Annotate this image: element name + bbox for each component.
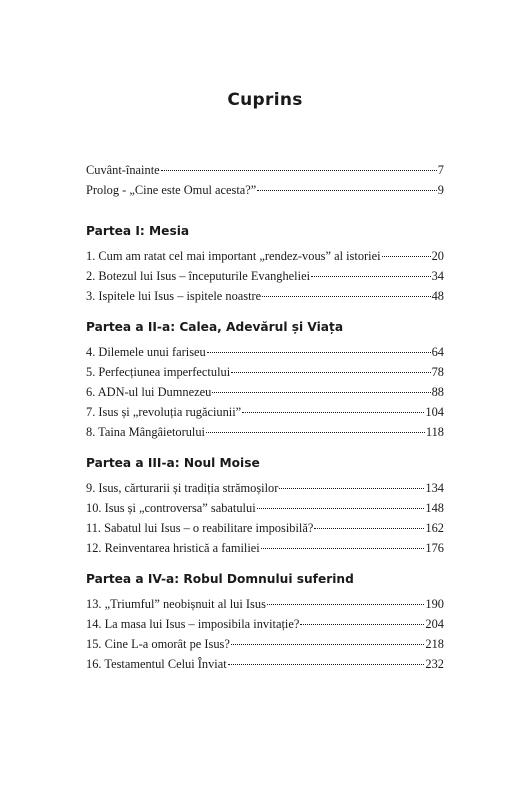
toc-entry[interactable]	[86, 614, 444, 634]
toc-entry-text: 13. „Triumful” neobișnuit al lui Isus	[86, 597, 266, 611]
toc-entry-page: 20	[431, 249, 444, 263]
dot-leader	[242, 412, 424, 413]
toc-entry-text: 14. La masa lui Isus – imposibila invitație?	[86, 617, 300, 631]
dot-leader	[311, 276, 431, 277]
dot-leader	[300, 624, 424, 625]
toc-entry-text: 7. Isus și „revoluția rugăciunii”	[86, 405, 242, 419]
dot-leader	[228, 664, 425, 665]
toc-entry-page: 7	[437, 163, 444, 177]
toc-entry-page: 78	[431, 365, 444, 379]
dot-leader	[257, 190, 436, 191]
toc-entry-page: 218	[425, 637, 444, 651]
toc-entry-text: 8. Taina Mângâietorului	[86, 425, 205, 439]
table-of-contents	[86, 160, 444, 674]
toc-entry[interactable]	[86, 342, 444, 362]
toc-entry[interactable]	[86, 382, 444, 402]
toc-entry-page: 134	[425, 481, 444, 495]
toc-entry-page: 148	[425, 501, 444, 515]
dot-leader	[257, 508, 425, 509]
toc-section	[86, 220, 444, 306]
toc-entry-text: 6. ADN-ul lui Dumnezeu	[86, 385, 212, 399]
toc-entry[interactable]	[86, 498, 444, 518]
toc-entry-text: 5. Perfecțiunea imperfectului	[86, 365, 231, 379]
toc-entry-page: 88	[431, 385, 444, 399]
toc-entry-page: 9	[437, 183, 444, 197]
toc-entry[interactable]	[86, 266, 444, 286]
section-title: Partea a III-a: Noul Moise	[86, 456, 260, 470]
section-title: Partea a IV-a: Robul Domnului suferind	[86, 572, 354, 586]
toc-entry[interactable]	[86, 654, 444, 674]
dot-leader	[161, 170, 437, 171]
toc-entry-page: 232	[425, 657, 444, 671]
toc-entry[interactable]	[86, 246, 444, 266]
toc-entry[interactable]	[86, 180, 444, 200]
section-title: Partea a II-a: Calea, Adevărul și Viața	[86, 320, 344, 334]
section-title: Partea I: Mesia	[86, 224, 190, 238]
toc-section	[86, 452, 444, 558]
toc-entry-text: 9. Isus, cărturarii și tradiția strămoșilor	[86, 481, 279, 495]
toc-entry-text: 3. Ispitele lui Isus – ispitele noastre	[86, 289, 262, 303]
toc-entry-page: 204	[425, 617, 444, 631]
dot-leader	[262, 296, 430, 297]
toc-entry-page: 176	[425, 541, 444, 555]
toc-entry[interactable]	[86, 634, 444, 654]
dot-leader	[261, 548, 425, 549]
front-matter	[86, 160, 444, 200]
toc-entry-page: 190	[425, 597, 444, 611]
toc-entry[interactable]	[86, 594, 444, 614]
toc-entry-page: 64	[431, 345, 444, 359]
toc-entry-text: 1. Cum am ratat cel mai important „rendez-vous” al istoriei	[86, 249, 381, 263]
dot-leader	[279, 488, 424, 489]
toc-entry-page: 34	[431, 269, 444, 283]
page-title: Cuprins	[227, 90, 303, 110]
dot-leader	[207, 352, 431, 353]
toc-entry-page: 48	[431, 289, 444, 303]
dot-leader	[231, 372, 430, 373]
toc-entry-text: Cuvânt-înainte	[86, 163, 160, 177]
dot-leader	[382, 256, 431, 257]
dot-leader	[206, 432, 425, 433]
toc-entry-page: 104	[425, 405, 444, 419]
toc-entry[interactable]	[86, 478, 444, 498]
dot-leader	[212, 392, 430, 393]
toc-entry[interactable]	[86, 286, 444, 306]
toc-entry-text: Prolog - „Cine este Omul acesta?”	[86, 183, 257, 197]
dot-leader	[231, 644, 425, 645]
toc-entry-page: 118	[425, 425, 444, 439]
toc-entry-text: 12. Reinventarea hristică a familiei	[86, 541, 260, 555]
toc-entry[interactable]	[86, 402, 444, 422]
toc-entry-text: 2. Botezul lui Isus – începuturile Evangheliei	[86, 269, 311, 283]
toc-entry[interactable]	[86, 362, 444, 382]
toc-section	[86, 568, 444, 674]
toc-entry[interactable]	[86, 518, 444, 538]
toc-entry-text: 11. Sabatul lui Isus – o reabilitare imposibilă?	[86, 521, 314, 535]
toc-entry-text: 4. Dilemele unui fariseu	[86, 345, 206, 359]
toc-entry[interactable]	[86, 538, 444, 558]
toc-entry-text: 16. Testamentul Celui Înviat	[86, 657, 227, 671]
dot-leader	[267, 604, 425, 605]
toc-entry[interactable]	[86, 422, 444, 442]
toc-entry-page: 162	[425, 521, 444, 535]
toc-entry-text: 15. Cine L-a omorât pe Isus?	[86, 637, 230, 651]
toc-section	[86, 316, 444, 442]
toc-entry[interactable]	[86, 160, 444, 180]
dot-leader	[314, 528, 424, 529]
toc-entry-text: 10. Isus și „controversa” sabatului	[86, 501, 256, 515]
